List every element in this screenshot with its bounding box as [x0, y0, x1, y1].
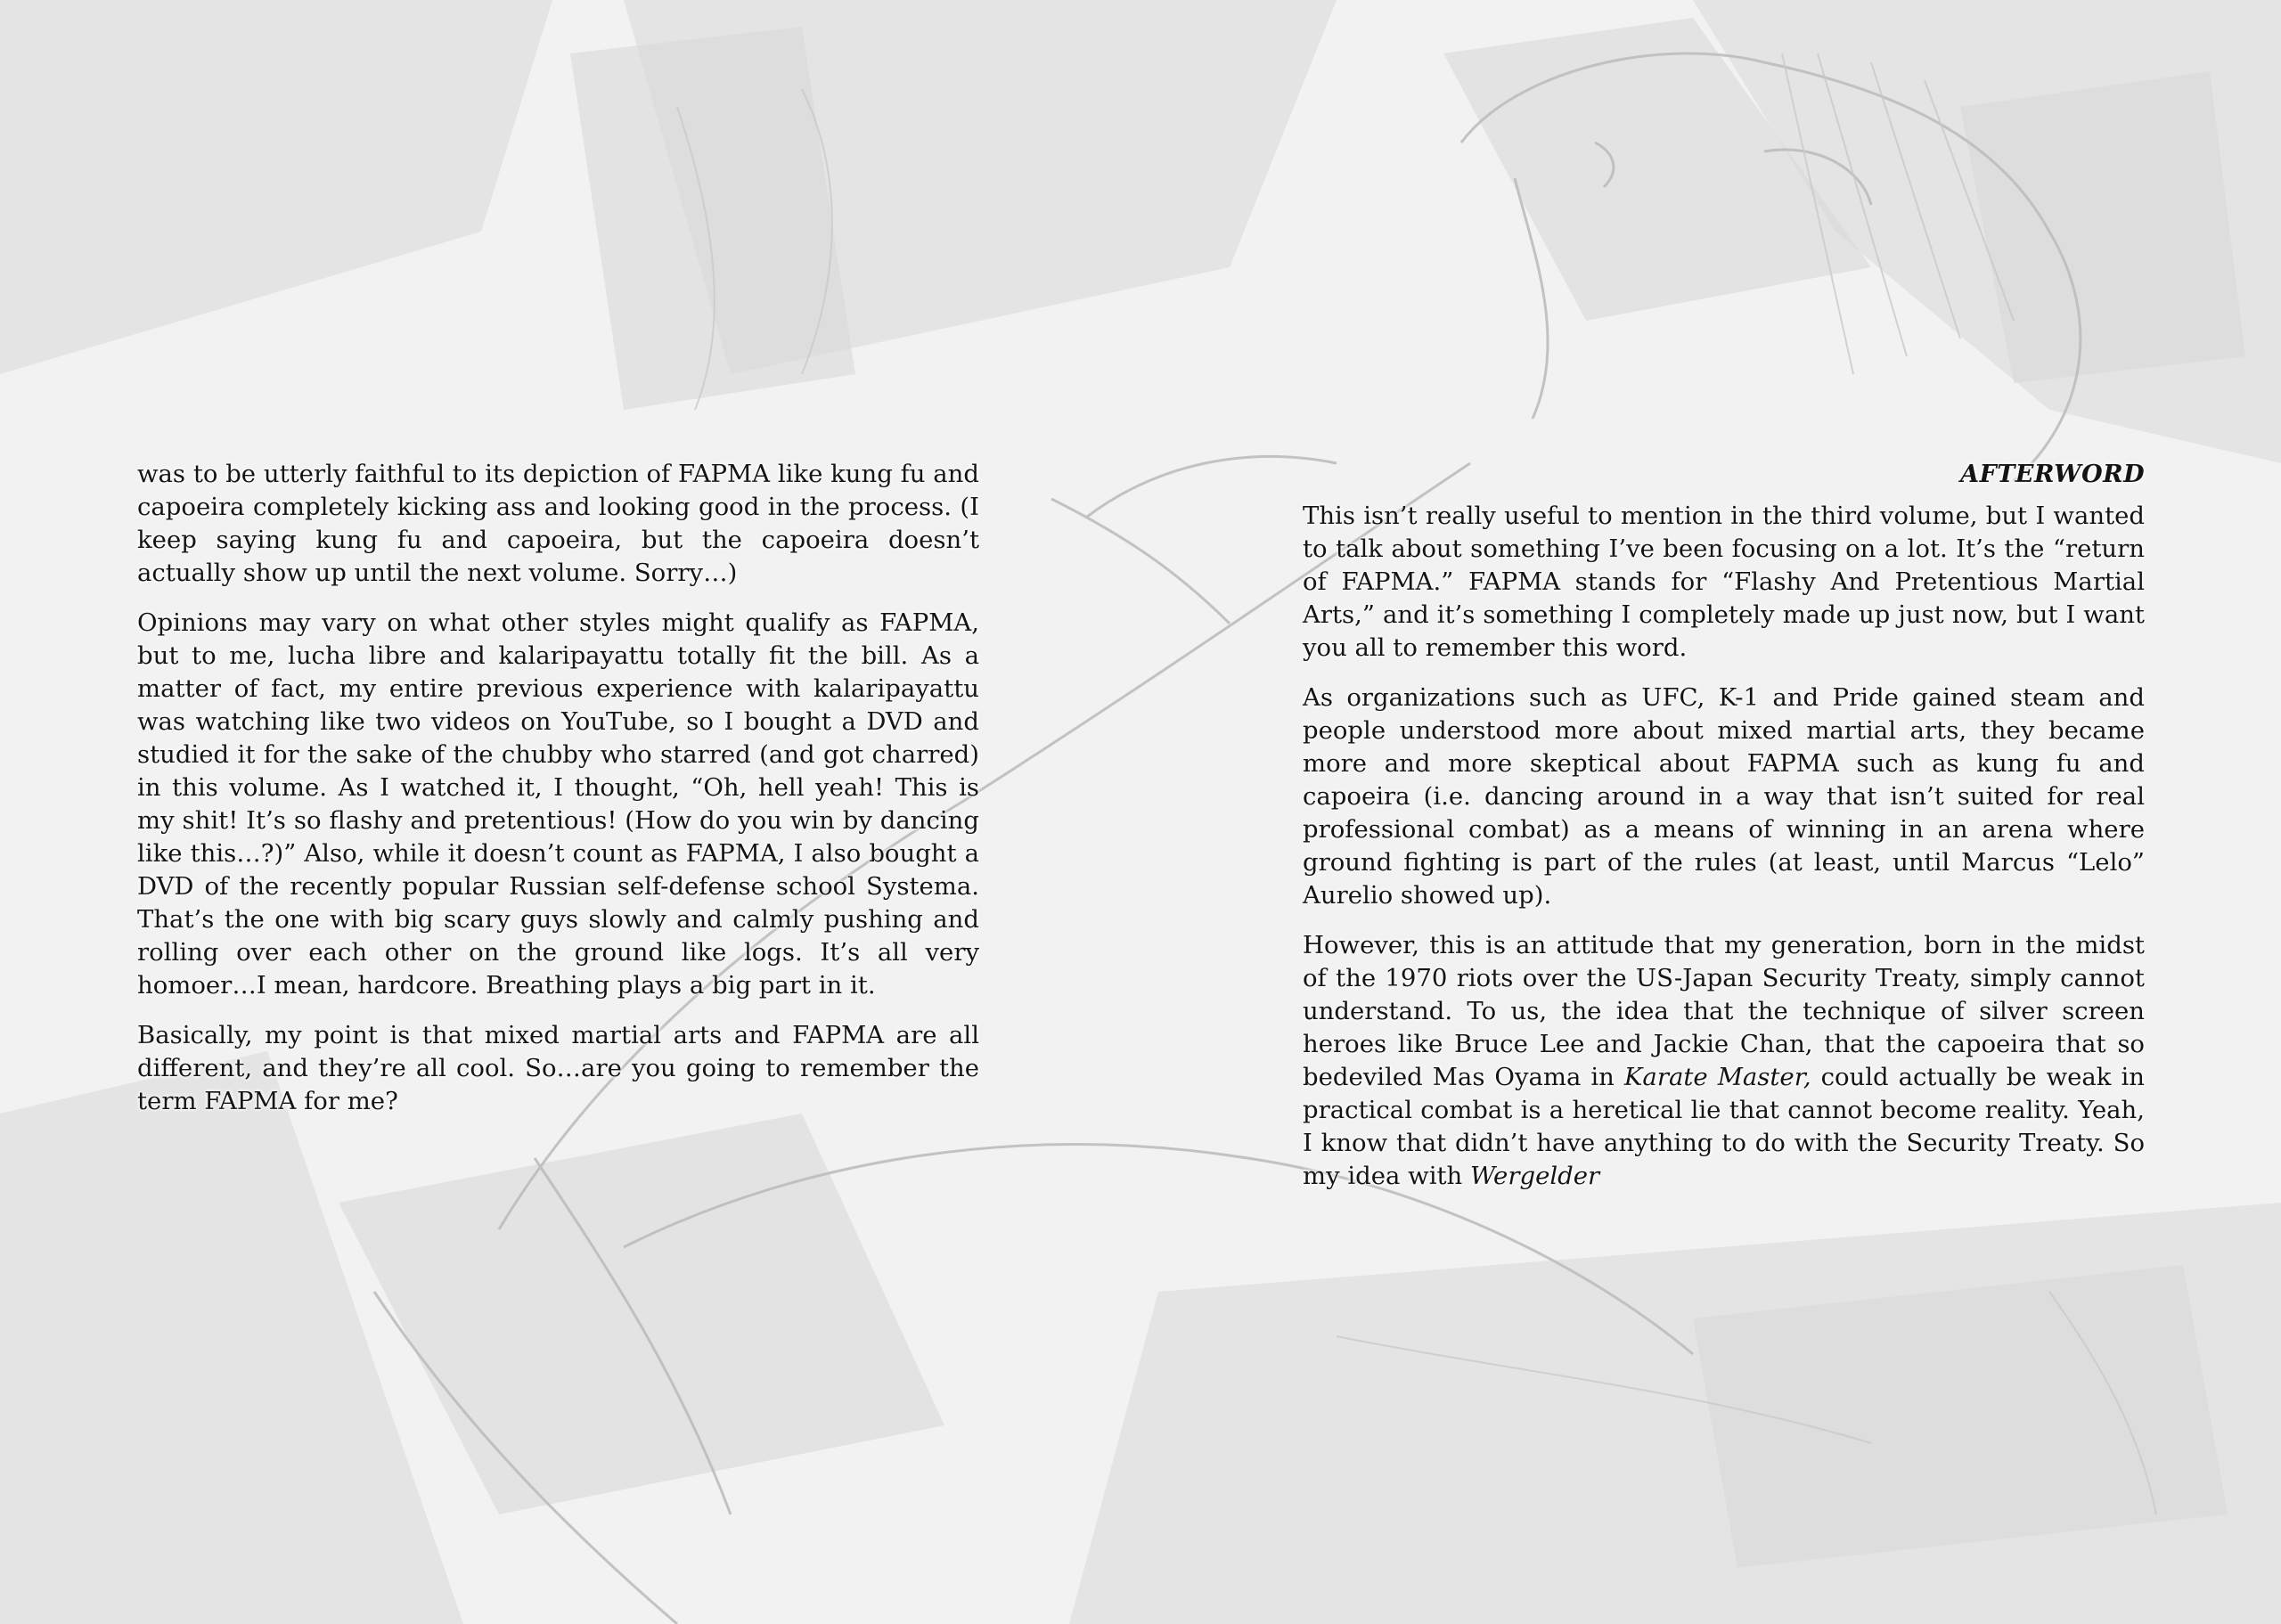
right-paragraph-1: This isn’t really useful to mention in the third volume, but I wanted to talk about something I’ve been focusing on a lot. It’s the “return of FAPMA.” FAPMA stands for “Flashy And Pretentious Martial Arts,” and it’s something I completely made up just now, but I want you all to remember this word. — [1303, 502, 2145, 662]
right-page-text — [1303, 458, 2145, 1210]
left-paragraph-3: Basically, my point is that mixed martial arts and FAPMA are all different, and they’re all cool. So…are you going to remember the term FAPMA for me? — [137, 1021, 979, 1115]
right-paragraph-3-part-b: could actually be weak in practical combat is a heretical lie that cannot become reality. Yeah, I know that didn’t have anything to do with the Security Treaty. So my idea with — [1303, 1063, 2145, 1190]
book-title-karate-master: Karate Master, — [1623, 1063, 1811, 1091]
right-paragraph-3 — [1303, 929, 2145, 1193]
book-title-wergelder: Wergelder — [1470, 1162, 1600, 1190]
right-paragraph-3-part-a: However, this is an attitude that my generation, born in the midst of the 1970 riots over the US-Japan Security Treaty, simply cannot understand. To us, the idea that the technique of silver screen heroes like Bruce Lee and Jackie Chan, that the capoeira that so bedeviled Mas Oyama in — [1303, 931, 2145, 1091]
left-page-text — [137, 458, 979, 1135]
left-paragraph-2: Opinions may vary on what other styles might qualify as FAPMA, but to me, lucha libre and kalaripayattu totally fit the bill. As a matter of fact, my entire previous experience with kalaripayattu was watching like two videos on YouTube, so I bought a DVD and studied it for the sake of the chubby who starred (and got charred) in this volume. As I watched it, I thought, “Oh, hell yeah! This is my shit! It’s so flashy and pretentious! (How do you win by dancing like this…?)” Also, while it doesn’t count as FAPMA, I also bought a DVD of the recently popular Russian self-defense school Systema. That’s the one with big scary guys slowly and calmly pushing and rolling over each other on the ground like logs. It’s all very homoer…I mean, hardcore. Breathing plays a big part in it. — [137, 608, 979, 1000]
left-paragraph-1: was to be utterly faithful to its depiction of FAPMA like kung fu and capoeira completely kicking ass and looking good in the process. (I keep saying kung fu and capoeira, but the capoeira doesn’t actually show up until the next volume. Sorry…) — [137, 460, 979, 587]
afterword-heading: AFTERWORD — [1960, 461, 2145, 488]
right-paragraph-2: As organizations such as UFC, K-1 and Pride gained steam and people understood more about mixed martial arts, they became more and more skeptical about FAPMA such as kung fu and capoeira (i.e. dancing around in a way that isn’t suited for real professional combat) as a means of winning in an arena where ground fighting is part of the rules (at least, until Marcus “Lelo” Aurelio showed up). — [1303, 683, 2145, 910]
